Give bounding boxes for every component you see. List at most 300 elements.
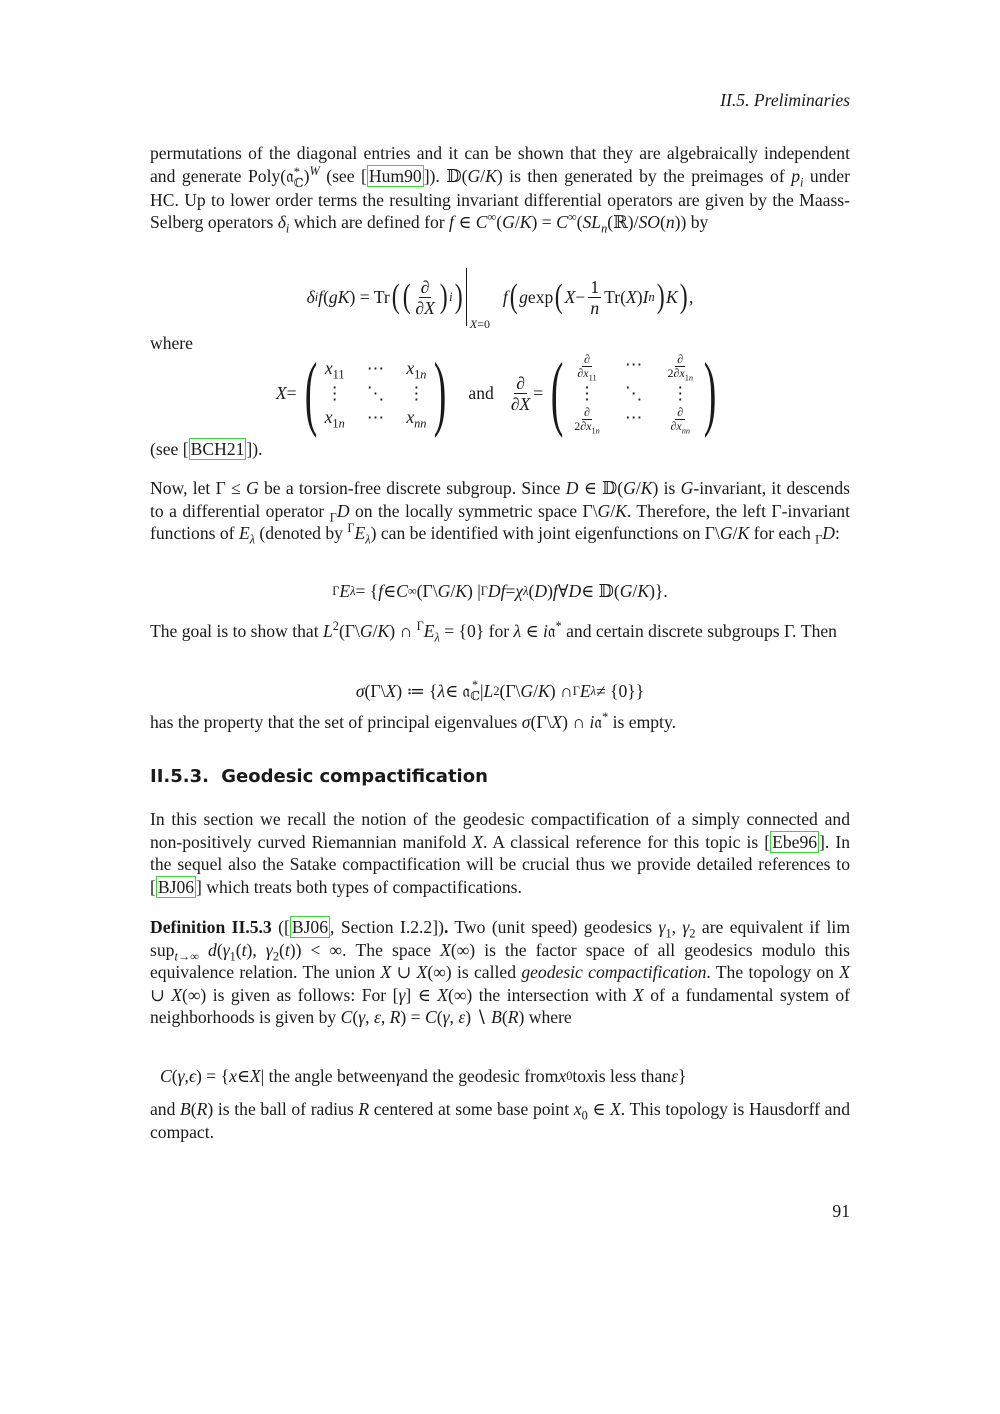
- math-italic: [577, 366, 588, 380]
- text-run: ε: [458, 1007, 466, 1028]
- subscript: [682, 427, 690, 436]
- text-run: ε: [373, 1007, 381, 1028]
- text-run: ⋯: [624, 407, 643, 428]
- text-run: x: [324, 407, 333, 428]
- text-run: (∞) is given as follows: For [: [181, 984, 399, 1005]
- text-run: ) ∖: [465, 1007, 492, 1028]
- text-run: ) ≔ {: [396, 680, 438, 701]
- math-italic: [356, 680, 365, 703]
- text-run: −: [575, 286, 586, 307]
- matrix-cell: [664, 351, 696, 383]
- text-run: γ: [442, 1007, 450, 1028]
- text-run: W: [309, 163, 320, 178]
- text-run: ∈ 𝔻(: [578, 478, 624, 498]
- text-run: Γ: [332, 584, 340, 598]
- fraction: [511, 373, 530, 414]
- text-run: f: [552, 580, 558, 601]
- matrix-cell: [664, 405, 696, 436]
- math-italic: [580, 419, 591, 433]
- superscript: [417, 619, 424, 633]
- text-run: and the geodesic from: [402, 1065, 559, 1086]
- text-run: i: [799, 175, 804, 190]
- text-run: ) =: [400, 1007, 425, 1028]
- text-run: C: [160, 1065, 172, 1086]
- math-italic: [455, 580, 467, 603]
- text-run: ∂: [584, 405, 590, 420]
- text-run: K: [665, 286, 678, 307]
- text-run: t: [241, 939, 247, 960]
- text-run: ∂x: [673, 365, 685, 380]
- text-run: ∂x: [580, 419, 592, 434]
- math-italic: [443, 1007, 450, 1027]
- math-italic: [502, 212, 515, 232]
- text-run: K: [519, 212, 532, 233]
- text-run: Γ: [572, 684, 580, 698]
- text-run: is empty.: [608, 712, 676, 732]
- math-italic: [626, 286, 637, 309]
- text-run: p: [791, 165, 800, 186]
- math-italic: [556, 212, 568, 232]
- math-italic: [515, 580, 523, 603]
- text-run: has the property that the set of principal eigenvalues: [150, 712, 522, 732]
- text-run: ℂ: [293, 175, 304, 190]
- text-run: 11: [332, 367, 345, 382]
- text-run: λ: [249, 532, 256, 547]
- text-run: )}.: [649, 580, 668, 601]
- paragraph-geodesic-intro: [150, 808, 850, 898]
- math-italic: [508, 1007, 519, 1027]
- matrix: [571, 353, 696, 434]
- math-italic: [239, 523, 250, 543]
- superscript: [568, 210, 577, 224]
- text-run: ,: [380, 1007, 390, 1028]
- text-run: i: [314, 290, 319, 304]
- text-run: ∀: [557, 580, 569, 601]
- text-run: σ: [521, 712, 531, 732]
- math-italic: [666, 286, 678, 309]
- equation-maass-selberg-operator: [150, 266, 850, 331]
- matrix-cell: [571, 405, 603, 436]
- page-number: 91: [832, 1201, 850, 1221]
- text-run: = {0} for: [439, 621, 514, 641]
- text-run: 𝔞: [547, 621, 556, 641]
- running-header: II.5. Preliminaries: [720, 90, 850, 110]
- text-run: ): [303, 165, 310, 186]
- text-run: D: [822, 523, 835, 544]
- math-italic: [438, 580, 451, 603]
- text-run: t: [284, 939, 290, 960]
- text-run: ⋯: [366, 358, 385, 379]
- fraction: [588, 277, 601, 318]
- math-italic: [476, 212, 488, 232]
- text-run: (∞) is called: [427, 962, 522, 983]
- text-run: (: [576, 212, 583, 233]
- matrix-cell: [625, 382, 643, 405]
- text-run: ϵ: [188, 1065, 197, 1086]
- matrix-cell: [367, 382, 385, 405]
- text-run: ]).: [246, 439, 263, 459]
- text-run: C: [396, 580, 408, 601]
- text-run: SO: [638, 212, 660, 233]
- math-italic: [488, 580, 506, 603]
- text-run: G: [719, 523, 733, 544]
- text-run: D: [534, 580, 548, 601]
- text-run: ⋯: [624, 353, 643, 374]
- big-paren: (: [555, 278, 563, 315]
- text-run: λ: [437, 680, 446, 701]
- math-italic: [189, 1065, 196, 1088]
- text-run: ∈: [453, 212, 476, 233]
- math-italic: [337, 501, 350, 521]
- math-italic: [278, 212, 286, 232]
- text-run: γ: [398, 984, 406, 1005]
- text-run: ) |: [466, 580, 481, 601]
- text-run: )) < ∞. The space: [289, 939, 441, 960]
- math-italic: [374, 1007, 381, 1027]
- citation-link[interactable]: Hum90: [368, 165, 422, 186]
- text-run: G: [520, 680, 534, 701]
- definition-II-5-3: [150, 916, 850, 1029]
- section-title: Geodesic compactification: [221, 766, 488, 787]
- text-run: ∂: [516, 372, 525, 393]
- text-run: X: [839, 962, 850, 983]
- text-run: G: [437, 580, 451, 601]
- text-run: x: [586, 1065, 594, 1086]
- math-italic: [590, 298, 599, 318]
- subscript: [591, 427, 599, 436]
- text-run: ∈ 𝔻(: [581, 580, 620, 601]
- text-run: ∈: [521, 621, 543, 641]
- math-italic: [671, 1065, 678, 1088]
- text-run: λ: [434, 630, 440, 645]
- text-run: Definition II.5.3: [150, 917, 272, 937]
- numerator: [419, 277, 432, 298]
- text-run: ⋮: [578, 382, 596, 403]
- text-run: ⋯: [366, 407, 385, 428]
- text-run: ε: [671, 1065, 679, 1086]
- text-run: γ: [265, 939, 273, 960]
- text-run: (: [171, 1065, 178, 1086]
- text-run: (denoted by: [255, 523, 348, 544]
- evaluation-subscript: [470, 318, 490, 330]
- math-italic: [582, 212, 601, 232]
- math-italic: [586, 1065, 594, 1088]
- text-run: :: [835, 523, 840, 544]
- text-run: G: [359, 621, 373, 641]
- math-italic: [534, 580, 547, 603]
- math-italic: [197, 1099, 208, 1119]
- text-run: (Γ\: [364, 680, 386, 701]
- text-run: (see [: [150, 439, 189, 459]
- text-run: *: [602, 710, 609, 725]
- math-italic: [406, 358, 414, 378]
- text-run: G: [597, 500, 611, 521]
- math-italic: [610, 1099, 621, 1119]
- text-run: E: [354, 523, 366, 544]
- math-italic: [596, 427, 600, 436]
- text-run: ]. In the sequel also the Satake compactification will be crucial thus we provide detailed references to [: [150, 831, 850, 897]
- big-paren: ): [656, 278, 665, 315]
- matrix-cell: [325, 357, 345, 380]
- text-run: 2: [667, 365, 674, 380]
- math-italic: [325, 358, 333, 378]
- text-run: X: [249, 1065, 261, 1086]
- text-run: (: [323, 286, 329, 307]
- numerator: [675, 353, 685, 367]
- text-run: Tr(: [604, 286, 626, 307]
- text-run: G: [680, 478, 694, 498]
- text-run: (Γ\: [530, 712, 552, 732]
- math-italic: [648, 290, 654, 304]
- text-run: [199, 940, 208, 960]
- text-run: γ: [222, 939, 230, 960]
- text-run: D: [565, 478, 579, 498]
- text-run: n: [665, 212, 675, 233]
- math-italic: [178, 1065, 185, 1088]
- bold-text: [150, 917, 272, 937]
- text-run: x: [406, 407, 415, 428]
- text-run: ): [547, 580, 553, 601]
- numerator: [514, 373, 527, 394]
- text-run: 2: [332, 619, 339, 634]
- matrix-cell: [571, 351, 603, 383]
- math-italic: [565, 286, 576, 309]
- matrix-cell: [625, 406, 643, 433]
- equation-eigenfunctions: [150, 578, 850, 604]
- math-italic: [520, 212, 532, 232]
- text-run: X: [469, 317, 478, 331]
- text-run: (∞) is the factor space of all geodesics modulo this equivalence relation. The union: [150, 939, 850, 983]
- text-run: /: [610, 500, 616, 521]
- text-run: δ: [277, 212, 286, 233]
- math-italic: [520, 680, 533, 703]
- math-italic: [584, 352, 590, 366]
- text-run: }: [678, 1065, 687, 1086]
- math-italic: [682, 427, 690, 436]
- math-italic: [568, 580, 581, 603]
- text-run: ∞: [487, 210, 497, 225]
- text-run: gK: [328, 286, 350, 307]
- math-italic: [514, 621, 522, 641]
- math-italic: [519, 286, 528, 309]
- denominator: [667, 365, 694, 383]
- text-run: ) ∩: [562, 712, 590, 732]
- text-run: K: [737, 523, 750, 544]
- text-run: is less than: [593, 1065, 672, 1086]
- text-run: (: [235, 939, 242, 960]
- text-run: . A classical reference for this topic is [: [482, 831, 771, 852]
- text-run: 11: [588, 373, 597, 383]
- text-run: R: [196, 1099, 208, 1119]
- text-run: The goal is to show that: [150, 621, 323, 641]
- text-run: ≠ {0}}: [595, 680, 645, 701]
- citation-link[interactable]: Ebe96: [772, 831, 818, 852]
- text-run: geodesic compactification: [521, 962, 707, 983]
- text-run: /: [632, 580, 638, 601]
- math-italic: [360, 621, 373, 641]
- text-run: (: [436, 1007, 443, 1028]
- math-italic: [355, 523, 366, 543]
- math-italic: [171, 985, 182, 1005]
- math-italic: [472, 832, 483, 852]
- text-run: ([: [271, 917, 290, 937]
- math-italic: [538, 680, 550, 703]
- text-run: ⋱: [624, 382, 643, 403]
- text-run: ∂: [677, 351, 684, 366]
- text-run: ⋮: [407, 382, 426, 403]
- math-italic: [390, 1007, 401, 1027]
- text-run: = {: [355, 580, 379, 601]
- text-run: under HC. Up to lower order terms the resulting invariant differential operators are given by the Maass-Selberg operators: [150, 165, 850, 233]
- text-run: x: [558, 1065, 567, 1086]
- text-run: K: [377, 621, 390, 641]
- text-run: ) = {: [196, 1065, 230, 1086]
- text-run: f: [378, 580, 384, 601]
- math-italic: [580, 680, 591, 703]
- math-italic: [574, 1099, 582, 1119]
- text-run: R: [389, 1007, 401, 1028]
- text-run: n: [338, 416, 345, 431]
- text-run: ∈: [236, 1065, 250, 1086]
- matrix-paren: ): [434, 346, 447, 439]
- text-run: /: [533, 680, 539, 701]
- text-run: ): [636, 286, 643, 307]
- text-run: ,: [365, 1007, 374, 1028]
- big-paren: ): [439, 278, 448, 315]
- text-run: E: [423, 621, 435, 641]
- text-run: 1: [684, 373, 689, 383]
- text-run: i: [589, 712, 595, 732]
- matrix: [325, 357, 427, 429]
- text-run: D: [336, 500, 350, 521]
- denominator: [577, 365, 597, 383]
- text-run: i: [449, 290, 453, 304]
- subscript: [174, 949, 199, 963]
- text-run: ) = Tr: [349, 286, 390, 307]
- math-italic: [417, 962, 428, 982]
- math-italic: [839, 962, 850, 982]
- citation-link[interactable]: BCH21: [190, 439, 245, 459]
- fraction: [577, 351, 597, 383]
- text-run: X: [437, 984, 448, 1005]
- big-paren: (: [391, 278, 400, 315]
- fraction: [574, 405, 600, 436]
- text-run: ∂x: [670, 419, 682, 434]
- text-run: Two (unit speed) geodesics: [448, 917, 659, 937]
- paragraph-locally-symmetric: [150, 477, 850, 545]
- matrix-cell: [664, 382, 696, 405]
- text-run: /: [372, 621, 378, 641]
- text-run: ) ∩: [549, 680, 573, 701]
- text-run: →∞: [177, 949, 199, 964]
- big-paren: (: [509, 278, 518, 315]
- superscript: [488, 210, 497, 224]
- math-italic: [266, 940, 273, 960]
- superscript: [309, 164, 319, 178]
- text-run: Now, let Γ ≤: [150, 478, 246, 498]
- matrix-paren: ): [703, 346, 717, 439]
- text-run: for each: [749, 523, 816, 544]
- math-italic: [638, 212, 660, 232]
- text-run: (: [352, 1007, 359, 1028]
- math-italic: [666, 212, 675, 232]
- text-run: (∞) the intersection with: [448, 984, 633, 1005]
- paragraph-goal: [150, 620, 850, 643]
- math-italic: [358, 1099, 369, 1119]
- text-run: ∞: [567, 210, 577, 225]
- text-run: n: [595, 426, 600, 436]
- text-run: n: [648, 290, 655, 304]
- text-run: =: [505, 580, 516, 601]
- text-run: λ: [523, 584, 529, 598]
- math-italic: [551, 712, 562, 732]
- math-italic: [180, 1099, 191, 1119]
- math-italic: [670, 419, 681, 433]
- text-run: λ: [513, 621, 522, 641]
- text-run: G: [245, 478, 259, 498]
- matrix-cell: [406, 357, 426, 380]
- text-run: ∂x: [577, 365, 589, 380]
- math-italic: [623, 478, 636, 498]
- text-run: ∈: [383, 580, 397, 601]
- text-run: and: [468, 382, 494, 403]
- text-run: ] ∈: [405, 984, 438, 1005]
- math-italic: [521, 962, 706, 982]
- text-run: (Γ\: [416, 580, 438, 601]
- equation-matrices: [150, 346, 850, 439]
- text-run: K: [615, 500, 627, 521]
- text-run: K: [485, 165, 497, 186]
- text-run: =: [533, 382, 544, 403]
- text-run: (: [278, 939, 285, 960]
- text-run: ) =: [531, 212, 557, 233]
- text-run: ∂: [584, 351, 590, 366]
- text-run: (Γ\: [338, 621, 360, 641]
- text-run: x: [406, 358, 415, 379]
- math-italic: [633, 985, 644, 1005]
- text-run: γ: [658, 917, 666, 937]
- text-run: ∂X: [510, 393, 531, 414]
- text-run: i: [285, 221, 290, 236]
- section-number: II.5.3.: [150, 766, 209, 787]
- citation-link[interactable]: BJ06: [291, 917, 329, 937]
- math-italic: [677, 405, 683, 419]
- math-italic: [424, 621, 435, 641]
- text-run: exp: [527, 286, 554, 307]
- text-run: where: [150, 333, 193, 353]
- text-run: C: [475, 212, 488, 233]
- text-run: of a fundamental system of neighborhoods is given by: [150, 984, 851, 1028]
- paragraph-ball: [150, 1098, 850, 1143]
- numerator: [675, 406, 685, 420]
- text-run: R: [507, 1007, 519, 1028]
- text-run: E: [339, 580, 351, 601]
- text-run: γ: [395, 1065, 403, 1086]
- text-run: K: [640, 478, 653, 498]
- citation-link[interactable]: BJ06: [157, 876, 195, 897]
- text-run: (Γ\: [499, 680, 521, 701]
- math-italic: [415, 298, 434, 318]
- math-italic: [491, 1007, 502, 1027]
- text-run: *: [293, 164, 300, 179]
- subscript: [414, 368, 426, 382]
- section-heading: [150, 766, 850, 789]
- equation-cone-neighborhood: [150, 1064, 860, 1088]
- text-run: ℂ: [470, 689, 480, 703]
- text-run: In this section we recall the notion of the geodesic compactification of a simply connected and non-positively curved Riemannian manifold: [150, 809, 850, 852]
- text-run: ) is then generated by the preimages of: [496, 165, 792, 186]
- matrix-cell: [406, 382, 426, 405]
